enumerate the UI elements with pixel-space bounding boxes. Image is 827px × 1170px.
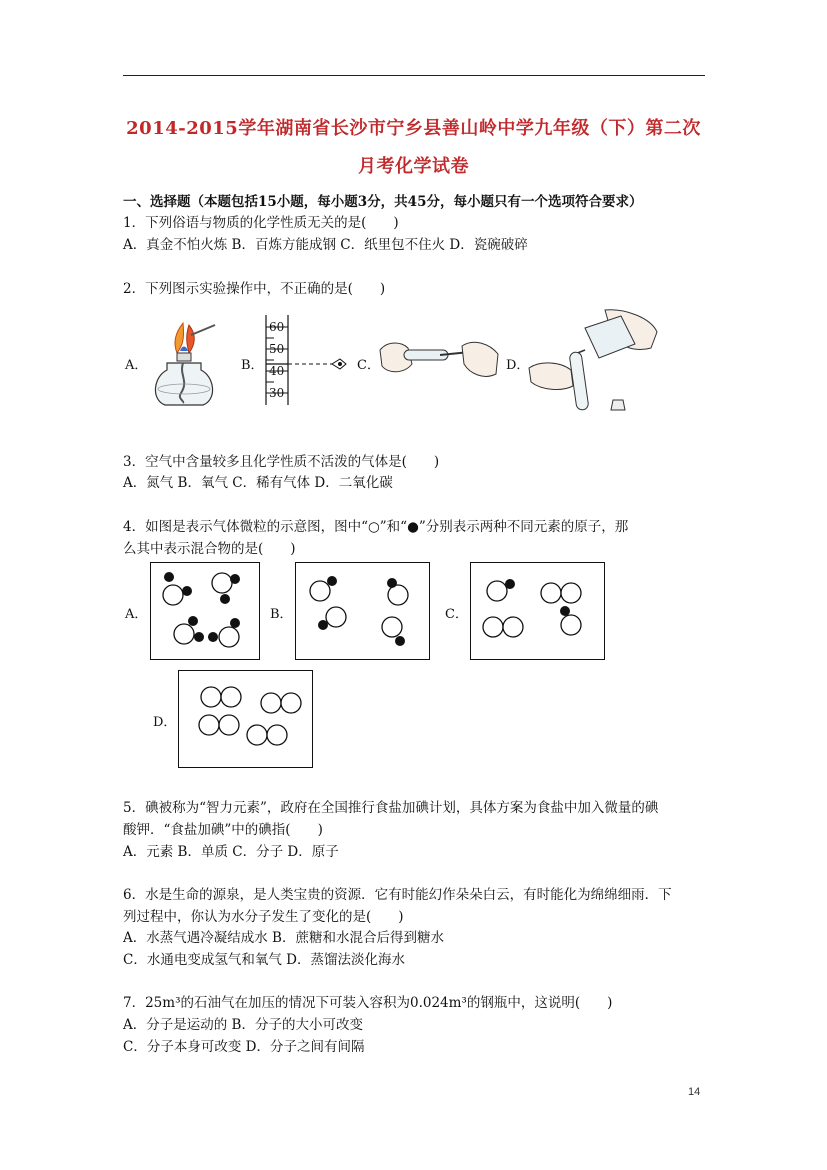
q4-label-c: C．	[445, 607, 468, 622]
q5-stem-line1: 5．碘被称为“智力元素”，政府在全国推行食盐加碘计划，具体方案为食盐中加入微量的碘	[123, 800, 659, 816]
q4-label-d: D．	[153, 715, 177, 730]
scale-tick-30: 30	[269, 386, 285, 400]
q5-options: A．元素 B．单质 C．分子 D．原子	[123, 844, 339, 860]
q6-stem-line1: 6．水是生命的源泉，是人类宝贵的资源．它有时能幻作朵朵白云，有时能化为绵绵细雨．下	[123, 887, 672, 903]
exam-title-line2: 月考化学试卷	[358, 156, 469, 177]
q4-label-a: A．	[125, 607, 148, 622]
q6-options-line1: A．水蒸气遇冷凝结成水 B．蔗糖和水混合后得到糖水	[123, 930, 444, 946]
q4-box-c	[470, 562, 605, 660]
q4-box-d	[178, 670, 313, 768]
scale-tick-60: 60	[269, 320, 285, 334]
page-number: 14	[688, 1086, 701, 1098]
exam-title-line1: 2014-2015学年湖南省长沙市宁乡县善山岭中学九年级（下）第二次	[126, 118, 701, 139]
particle-diagram-d	[179, 671, 312, 767]
q2-stem: 2．下列图示实验操作中，不正确的是( )	[123, 281, 386, 297]
q3-options: A．氮气 B．氧气 C．稀有气体 D．二氧化碳	[123, 475, 393, 491]
scale-tick-50: 50	[269, 342, 285, 356]
q7-options-line2: C．分子本身可改变 D．分子之间有间隔	[123, 1039, 365, 1055]
q2-label-d: D．	[506, 358, 530, 373]
particle-diagram-c	[471, 563, 604, 659]
pouring-liquid-figure	[525, 308, 660, 416]
header-rule	[123, 75, 705, 76]
section-heading: 一、选择题（本题包括15小题，每小题3分，共45分，每小题只有一个选项符合要求）	[123, 194, 643, 210]
q1-stem: 1．下列俗语与物质的化学性质无关的是( )	[123, 215, 399, 231]
q4-stem-line2: 么其中表示混合物的是( )	[123, 541, 296, 557]
q4-box-a	[150, 562, 260, 660]
q3-stem: 3．空气中含量较多且化学性质不活泼的气体是( )	[123, 454, 440, 470]
q7-options-line1: A．分子是运动的 B．分子的大小可改变	[123, 1017, 363, 1033]
q6-stem-line2: 列过程中，你认为水分子发生了变化的是( )	[123, 909, 404, 925]
q1-options: A．真金不怕火炼 B．百炼方能成钢 C．纸里包不住火 D．瓷碗破碎	[123, 237, 528, 253]
alcohol-lamp-figure	[145, 315, 225, 410]
q5-stem-line2: 酸钾．“食盐加碘”中的碘指( )	[123, 822, 323, 838]
scale-tick-40: 40	[269, 364, 285, 378]
q6-options-line2: C．水通电变成氢气和氧气 D．蒸馏法淡化海水	[123, 952, 405, 968]
q2-label-c: C．	[357, 358, 380, 373]
q7-stem: 7．25m³的石油气在加压的情况下可装入容积为0.024m³的钢瓶中，这说明( )	[123, 995, 613, 1011]
q2-label-b: B．	[241, 358, 264, 373]
particle-diagram-a	[151, 563, 259, 659]
test-tube-hands-figure	[378, 330, 500, 385]
q2-label-a: A．	[125, 358, 148, 373]
particle-diagram-b	[296, 563, 429, 659]
q4-stem-line1: 4．如图是表示气体微粒的示意图，图中“○”和“●”分别表示两种不同元素的原子，那	[123, 519, 629, 535]
q4-label-b: B．	[270, 607, 293, 622]
q4-box-b	[295, 562, 430, 660]
